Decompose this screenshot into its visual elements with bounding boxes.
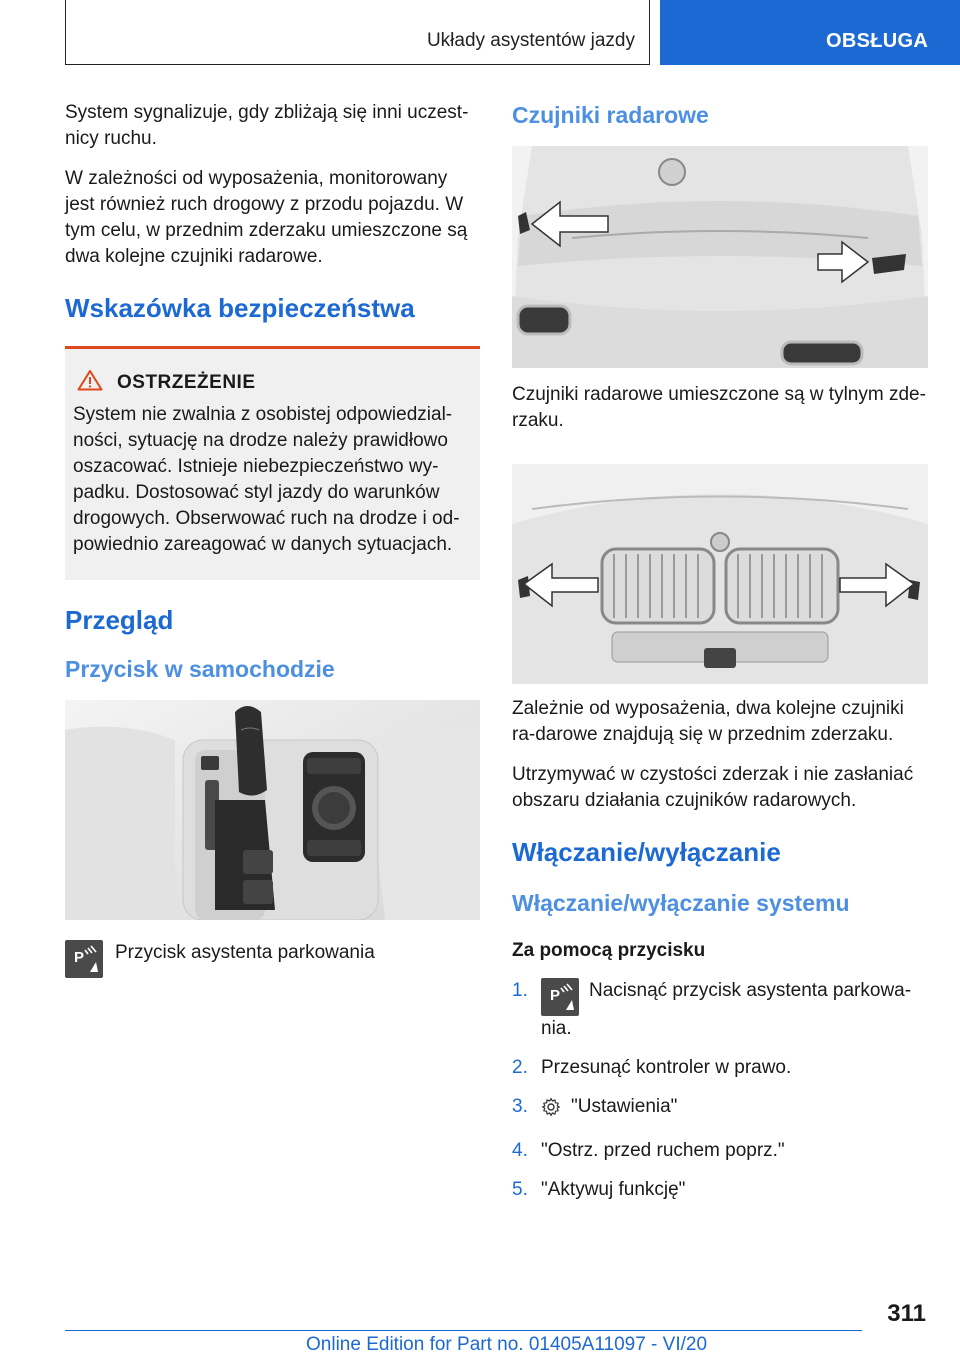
safety-heading: Wskazówka bezpieczeństwa xyxy=(65,293,415,323)
section-tab xyxy=(660,0,960,65)
rear-sensor-caption: Czujniki radarowe umieszczone są w tylnym zde-rzaku. xyxy=(512,384,926,431)
park-assist-button-icon xyxy=(541,978,579,1016)
step-text: Nacisnąć przycisk asystenta parkowa-nia. xyxy=(541,980,912,1039)
step-number: 5. xyxy=(512,1179,528,1200)
svg-text:P: P xyxy=(550,987,561,1004)
edition-info: Online Edition for Part no. 01405A11097 - VI/20 xyxy=(306,1334,708,1355)
overview-heading: Przegląd xyxy=(65,605,174,635)
via-button-heading: Za pomocą przycisku xyxy=(512,940,706,961)
warning-title: OSTRZEŻENIE xyxy=(117,371,256,393)
rear-bumper-image xyxy=(512,146,928,368)
gear-icon xyxy=(541,1097,561,1125)
front-bumper-image xyxy=(512,464,928,684)
page-header xyxy=(0,0,960,66)
svg-text:P: P xyxy=(74,949,85,966)
step-1 xyxy=(512,978,930,1042)
button-heading: Przycisk w samochodzie xyxy=(65,656,335,682)
warning-box xyxy=(65,346,480,580)
radar-heading: Czujniki radarowe xyxy=(512,102,709,128)
page-number: 311 xyxy=(887,1300,926,1327)
step-3 xyxy=(512,1094,930,1125)
footer-divider xyxy=(65,1330,862,1331)
onoff-heading: Włączanie/wyłączanie xyxy=(512,837,781,867)
step-4 xyxy=(512,1138,930,1164)
step-number: 4. xyxy=(512,1140,528,1161)
step-5 xyxy=(512,1177,930,1203)
park-assist-caption-row xyxy=(65,940,480,978)
warning-triangle-icon xyxy=(77,369,103,396)
warning-text: System nie zwalnia z osobistej odpowiedzial-ności, sytuację na drodze należy prawidłowo oszacować. Istnieje niebezpieczeństwo wy-padku. Dostosować styl jazdy do warunków drogowych. Obserwować ruch na drodze i od-powiednio zareagować w danych sytuacjach. xyxy=(73,404,460,555)
front-sensor-caption: Zależnie od wyposażenia, dwa kolejne czujniki ra-darowe znajdują się w przednim zderzaku. xyxy=(512,698,904,745)
step-text: "Ostrz. przed ruchem poprz." xyxy=(541,1140,785,1161)
step-number: 3. xyxy=(512,1096,528,1117)
step-text: "Ustawienia" xyxy=(571,1096,678,1117)
step-content xyxy=(541,978,930,1042)
clean-note: Utrzymywać w czystości zderzak i nie zasłaniać obszaru działania czujników radarowych. xyxy=(512,764,914,811)
step-number: 1. xyxy=(512,980,528,1001)
left-column xyxy=(65,100,480,978)
steps-list xyxy=(512,978,930,1203)
section-tab-label: OBSŁUGA xyxy=(826,30,929,52)
step-text: Przesunąć kontroler w prawo. xyxy=(541,1057,792,1078)
center-console-image xyxy=(65,700,480,920)
step-text: "Aktywuj funkcję" xyxy=(541,1179,686,1200)
front-monitoring-paragraph: W zależności od wyposażenia, monitorowany jest również ruch drogowy z przodu pojazdu. W tym celu, w przednim zderzaku umieszczone są dwa kolejne czujniki radarowe. xyxy=(65,168,468,267)
right-column xyxy=(512,100,930,1216)
chapter-title: Układy asystentów jazdy xyxy=(426,30,635,51)
park-assist-button-icon xyxy=(65,940,103,978)
step-number: 2. xyxy=(512,1057,528,1078)
step-2 xyxy=(512,1055,930,1081)
intro-paragraph: System sygnalizuje, gdy zbliżają się inni uczest-nicy ruchu. xyxy=(65,102,469,149)
chapter-header-box xyxy=(65,0,650,65)
park-assist-caption: Przycisk asystenta parkowania xyxy=(115,942,375,963)
onoff-system-heading: Włączanie/wyłączanie systemu xyxy=(512,890,850,916)
warning-header xyxy=(77,369,470,396)
